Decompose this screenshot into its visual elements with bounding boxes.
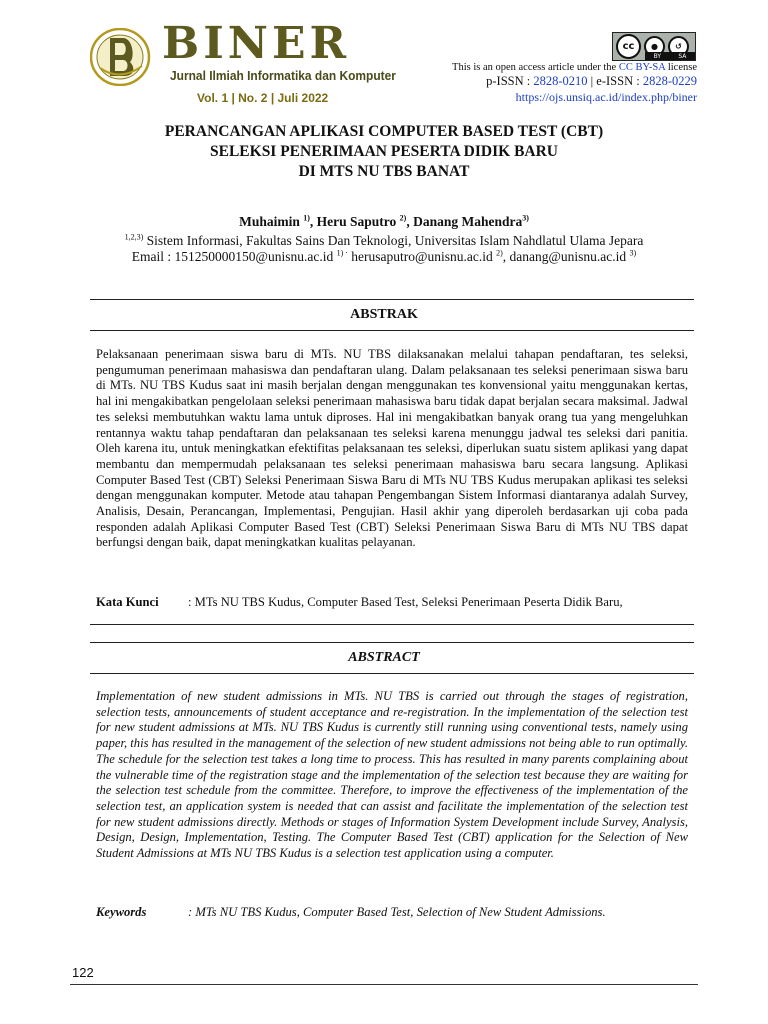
cc-by-label: BY	[653, 52, 662, 60]
author-name: , Heru Saputro	[309, 214, 400, 229]
journal-subtitle: Jurnal Ilmiah Informatika dan Komputer	[170, 68, 396, 83]
kata-kunci-row	[96, 595, 623, 610]
abstrak-heading: ABSTRAK	[350, 307, 418, 322]
paper-title-line-2: SELEKSI PENERIMAAN PESERTA DIDIK BARU	[210, 143, 558, 160]
abstract-heading-rule	[90, 673, 694, 674]
pissn-value: 2828-0210	[533, 74, 588, 88]
journal-logo-icon	[90, 28, 154, 86]
eissn-label: e-ISSN :	[596, 74, 643, 88]
email-sup-2: 2)	[496, 248, 503, 258]
paper-title-line-3: DI MTS NU TBS BANAT	[298, 163, 470, 180]
email-line	[0, 249, 768, 265]
journal-url-link[interactable]: https://ojs.unsiq.ac.id/index.php/biner	[515, 90, 697, 104]
page-number: 122	[72, 965, 94, 980]
abstrak-bottom-rule	[90, 624, 694, 625]
attribution-icon: ●	[644, 36, 665, 57]
abstract-top-rule	[90, 642, 694, 643]
keywords-label: Keywords	[96, 905, 147, 919]
paper-title-line-1: PERANCANGAN APLIKASI COMPUTER BASED TEST (CBT)	[164, 123, 604, 140]
journal-name: BINER	[162, 18, 351, 69]
cc-icon: cc	[616, 34, 641, 59]
abstrak-heading-rule	[90, 330, 694, 331]
pissn-label: p-ISSN :	[486, 74, 534, 88]
share-alike-icon: ↺	[668, 36, 689, 57]
email-1: Email : 151250000150@unisnu.ac.id	[131, 249, 337, 264]
author-name: , Danang Mahendra	[406, 214, 523, 229]
license-link[interactable]: CC BY-SA	[618, 62, 666, 73]
cc-badge-strip	[645, 52, 695, 60]
affiliation	[0, 233, 768, 249]
email-sup-1: 1) ·	[336, 248, 348, 258]
cc-license-badge[interactable]	[612, 32, 696, 61]
keywords-text: : MTs NU TBS Kudus, Computer Based Test, Selection of New Student Admissions.	[188, 905, 606, 919]
affiliation-sup: 1,2,3)	[124, 232, 144, 242]
cc-sa-label: SA	[678, 52, 687, 60]
author-name: Muhaimin	[239, 214, 304, 229]
keywords-row	[96, 905, 606, 920]
abstract-body: Implementation of new student admissions in MTs. NU TBS is carried out through the stages of registration, selection tests, announcements of student acceptance and re-registration. In the implementation of the selection test for new student admissions at MTs. NU TBS Kudus is currently still running using conventional tests, namely using paper, this has resulted in the management of the selection of new student admissions not being able to run optimally. The schedule for the selection test takes a long time to process. This has resulted in many parents complaining about the vulnerable time of the registration stage and the implementation of the selection test because they are waiting for the selection test schedule from the committee. Therefore, to improve the effectiveness of the implementation of the selection test, an application system is needed that can assist and facilitate the implementation of the selection test for new student admissions directly. Methods or stages of Information System Development include Survey, Analysis, Design, Design, Implementation, Testing. The Computer Based Test (CBT) application for the Selection of New Student Admissions at MTs NU TBS Kudus is a selection test application using a computer.	[96, 689, 688, 861]
issn-line	[486, 74, 697, 89]
email-2: herusaputro@unisnu.ac.id	[347, 249, 497, 264]
footer-rule	[70, 984, 698, 985]
open-access-notice	[452, 62, 697, 73]
abstract-heading: ABSTRACT	[348, 650, 420, 665]
abstrak-top-rule	[90, 299, 694, 300]
abstrak-body: Pelaksanaan penerimaan siswa baru di MTs. NU TBS dilaksanakan melalui tahapan pendaftaran, tes seleksi, pengumuman penerimaan mahasiswa dan pendaftaran ulang. Dalam pelaksanaan tes seleksi penerimaan siswa baru di MTs. NU TBS Kudus saat ini masih berjalan dengan menggunakan tes konvensional yaitu menggunakan kertas, hal ini mengakibatkan pengelolaan seleksi penerimaan mahasiswa baru tidak dapat berjalan secara maksimal. Jadwal tes seleksi membutuhkan waktu lama untuk diproses. Hal ini mengakibatkan banyak orang tua yang mengeluhkan rentannya waktu tahap pendaftaran dan pelaksanaan tes seleksi karena menunggu jadwal tes seleksi dari panitia. Oleh karena itu, untuk meningkatkan efektifitas pelaksanaan tes seleksi, diperlukan suatu sistem aplikasi yang dapat membantu dan mempermudah pelaksanaan tes seleksi penerimaan mahasiswa baru secara langsung. Aplikasi Computer Based Test (CBT) Seleksi Penerimaan Siswa Baru di MTs NU TBS Kudus merupakan aplikasi tes seleksi dengan menggunakan komputer. Metode atau tahapan Pengembangan Sistem Informasi diantaranya adalah Survey, Analisis, Desain, Perancangan, Implementasi, Pengujian. Hasil akhir yang diperoleh berdasarkan uji coba pada responden adalah Aplikasi Computer Based Test (CBT) Seleksi Penerimaan Siswa Baru di MTs NU TBS dapat berfungsi dengan baik, dapat meningkatkan kualitas pelayanan.	[96, 347, 688, 550]
author-list	[0, 214, 768, 230]
license-suffix: license	[665, 62, 697, 73]
kata-kunci-text: : MTs NU TBS Kudus, Computer Based Test, Seleksi Penerimaan Peserta Didik Baru,	[188, 595, 623, 609]
author-sup: 3)	[522, 213, 529, 223]
eissn-value: 2828-0229	[642, 74, 697, 88]
kata-kunci-label: Kata Kunci	[96, 595, 159, 609]
affiliation-text: Sistem Informasi, Fakultas Sains Dan Teknologi, Universitas Islam Nahdlatul Ulama Jepara	[143, 233, 644, 248]
email-3: , danang@unisnu.ac.id	[502, 249, 630, 264]
license-prefix: This is an open access article under the	[452, 62, 619, 73]
issn-separator: |	[587, 74, 597, 88]
email-sup-3: 3)	[629, 248, 637, 258]
author-sup: 2)	[399, 213, 407, 223]
author-sup: 1)	[303, 213, 310, 223]
issue-info: Vol. 1 | No. 2 | Juli 2022	[197, 91, 329, 105]
